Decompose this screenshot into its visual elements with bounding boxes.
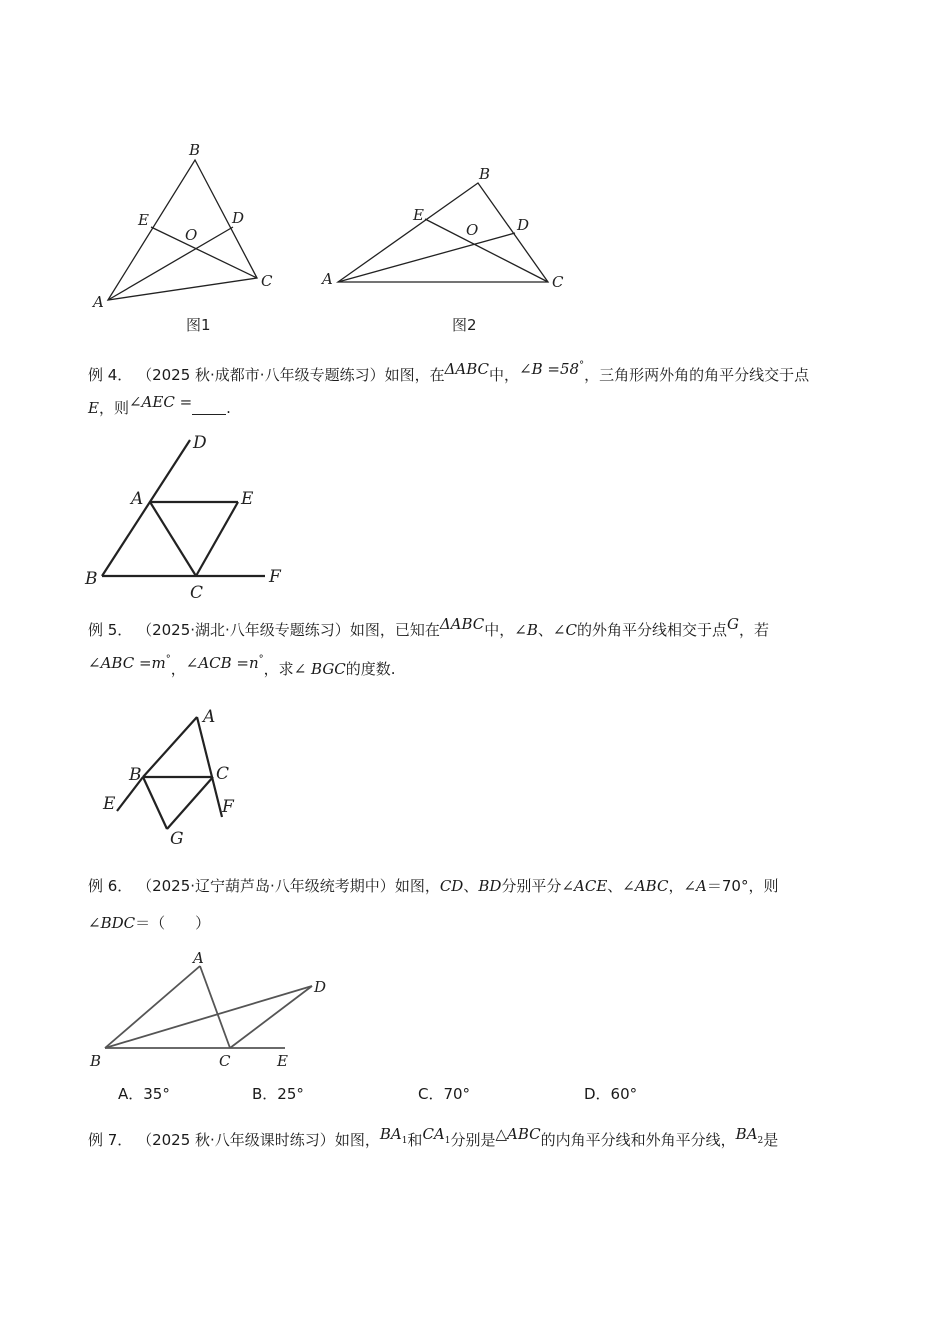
q5-angle-c: ∠C bbox=[552, 621, 577, 639]
label-f: F bbox=[269, 567, 281, 587]
q6-option-a[interactable]: A．35° bbox=[118, 1085, 170, 1103]
label-a: A bbox=[93, 293, 104, 311]
segment-ad bbox=[338, 233, 515, 282]
segment-ce bbox=[425, 219, 548, 282]
q6-option-c[interactable]: C．70° bbox=[418, 1085, 471, 1103]
label-g: G bbox=[170, 829, 184, 849]
q5-line-1: 例 5． （2025·湖北·八年级专题练习）如图，已知在ΔABC中，∠B、∠C的外角平分线相交于点G，若 bbox=[88, 615, 769, 639]
q5-number: 例 5． bbox=[88, 621, 133, 639]
label-a: A bbox=[193, 949, 204, 967]
q7-ca1: $CA_1$ bbox=[422, 1125, 451, 1146]
q6-option-d[interactable]: D．60° bbox=[584, 1085, 638, 1103]
q6-angle-abc: ∠ABC bbox=[622, 877, 669, 895]
q5-angle-acb: ∠ACB =n° bbox=[185, 654, 264, 672]
q4-answer-blank[interactable] bbox=[192, 400, 226, 415]
segment-ac bbox=[200, 966, 230, 1048]
q5-angle-b: ∠B bbox=[514, 621, 538, 639]
label-a: A bbox=[131, 489, 144, 509]
figure-2 bbox=[318, 160, 578, 295]
label-o: O bbox=[466, 221, 479, 239]
q7-number: 例 7． bbox=[88, 1131, 133, 1149]
q6-bd: BD bbox=[478, 877, 502, 895]
label-b: B bbox=[129, 765, 142, 785]
label-b: B bbox=[85, 569, 98, 589]
label-c: C bbox=[216, 764, 230, 784]
q6-angle-ace: ∠ACE bbox=[561, 877, 608, 895]
figure-q6 bbox=[85, 948, 345, 1073]
q5-source: （2025·湖北·八年级专题练习） bbox=[137, 621, 350, 639]
figure-q5 bbox=[100, 705, 250, 850]
label-d: D bbox=[517, 216, 530, 234]
q6-option-b[interactable]: B．25° bbox=[252, 1085, 304, 1103]
q7-line-1: 例 7． （2025 秋·八年级课时练习）如图，$BA_1$和$CA_1$分别是△ABC的内角平分线和外角平分线，$BA_2$是 bbox=[88, 1125, 779, 1149]
figure-q4 bbox=[80, 428, 300, 603]
q6-angle-bdc: ∠BDC bbox=[88, 914, 136, 932]
segment-bg bbox=[143, 777, 167, 829]
q6-number: 例 6． bbox=[88, 877, 133, 895]
q6-source: （2025·辽宁葫芦岛·八年级统考期中） bbox=[137, 877, 395, 895]
segment-cd bbox=[230, 986, 312, 1048]
q5-point-g: G bbox=[726, 615, 739, 633]
segment-bd bbox=[105, 986, 312, 1048]
segment-ec bbox=[196, 502, 238, 576]
q5-angle-bgc: ∠ BGC bbox=[293, 660, 346, 678]
label-b: B bbox=[479, 165, 491, 183]
label-b: B bbox=[189, 141, 201, 159]
label-e: E bbox=[241, 489, 254, 509]
label-c: C bbox=[261, 272, 273, 290]
q5-triangle: ΔABC bbox=[439, 615, 485, 633]
label-d: D bbox=[232, 209, 245, 227]
q7-ba2: $BA_2$ bbox=[735, 1125, 764, 1146]
label-c: C bbox=[190, 583, 204, 603]
label-c: C bbox=[219, 1052, 231, 1070]
segment-ad bbox=[108, 227, 233, 300]
triangle-abc bbox=[108, 160, 257, 300]
label-f: F bbox=[222, 797, 234, 817]
q4-line-1: 例 4． （2025 秋·成都市·八年级专题练习）如图，在ΔABC中，∠B =58°，三角形两外角的角平分线交于点 bbox=[88, 360, 810, 384]
figure-2-caption: 图2 bbox=[452, 316, 477, 334]
label-e: E bbox=[413, 206, 424, 224]
label-e: E bbox=[277, 1052, 288, 1070]
label-e: E bbox=[138, 211, 149, 229]
label-d: D bbox=[314, 978, 327, 996]
q5-angle-abc: ∠ABC =m° bbox=[88, 654, 171, 672]
q6-angle-a: ∠A bbox=[683, 877, 707, 895]
q6-line-2: ∠BDC＝（ ） bbox=[88, 914, 211, 932]
figure-1 bbox=[85, 135, 285, 310]
label-b: B bbox=[90, 1052, 102, 1070]
segment-ac bbox=[150, 502, 196, 576]
q4-angle-b: ∠B =58° bbox=[519, 360, 585, 378]
label-e: E bbox=[103, 794, 116, 814]
q7-ba1: $BA_1$ bbox=[379, 1125, 408, 1146]
label-d: D bbox=[193, 433, 207, 453]
q6-line-1: 例 6． （2025·辽宁葫芦岛·八年级统考期中）如图，CD、BD分别平分∠ACE、∠ABC，∠A＝70°，则 bbox=[88, 877, 779, 895]
q4-number: 例 4． bbox=[88, 366, 133, 384]
line-bd bbox=[102, 440, 190, 576]
q4-line-2: E，则∠AEC = . bbox=[88, 393, 231, 417]
label-c: C bbox=[552, 273, 564, 291]
segment-ba bbox=[105, 966, 200, 1048]
q7-triangle: △ABC bbox=[495, 1125, 541, 1143]
q6-cd: CD bbox=[439, 877, 464, 895]
label-a: A bbox=[203, 707, 216, 727]
q4-triangle: ΔABC bbox=[444, 360, 490, 378]
segment-cg bbox=[167, 777, 213, 829]
q4-angle-aec: ∠AEC = bbox=[128, 393, 193, 411]
label-o: O bbox=[185, 226, 198, 244]
q4-point-e: E bbox=[88, 399, 99, 417]
label-a: A bbox=[322, 270, 333, 288]
q7-source: （2025 秋·八年级课时练习） bbox=[137, 1131, 335, 1149]
q4-source: （2025 秋·成都市·八年级专题练习） bbox=[137, 366, 385, 384]
q5-line-2: ∠ABC =m°，∠ACB =n°，求∠ BGC的度数. bbox=[88, 654, 396, 678]
figure-1-caption: 图1 bbox=[186, 316, 211, 334]
segment-ba bbox=[143, 717, 197, 777]
segment-ce bbox=[151, 227, 257, 278]
